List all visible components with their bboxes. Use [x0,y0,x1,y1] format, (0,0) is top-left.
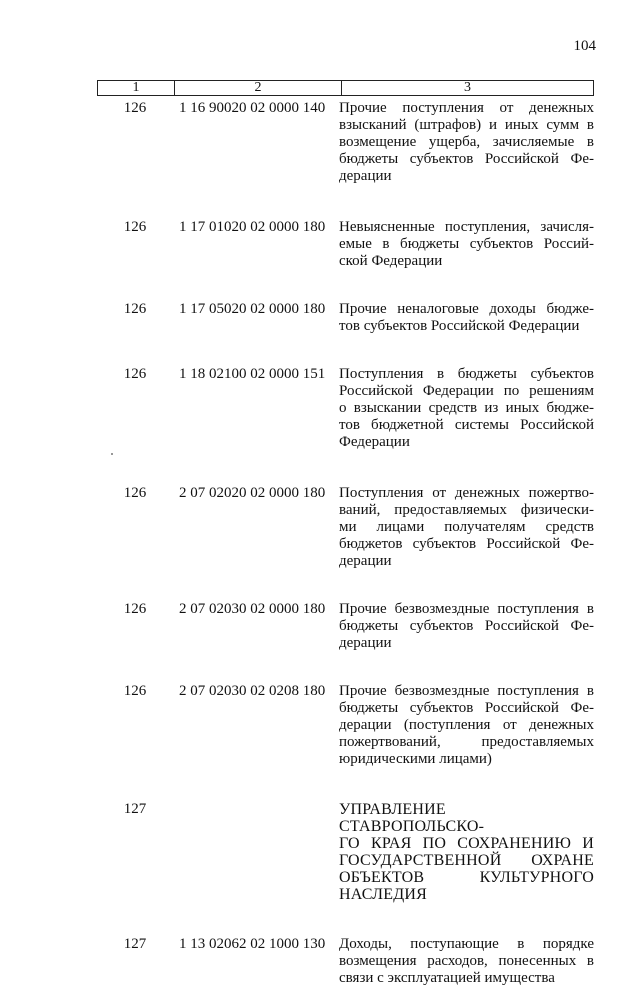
description-line: НАСЛЕДИЯ [339,886,427,903]
department-heading-cell [339,801,594,903]
table-row [97,485,594,570]
table-row [97,936,594,987]
description-cell [339,366,594,451]
description-line: Прочие неналоговые доходы бюдже- [339,301,594,317]
description-cell [339,601,594,652]
description-line: УПРАВЛЕНИЕ СТАВРОПОЛЬСКО- [339,801,485,835]
header-col-2: 2 [175,81,342,95]
description-line: ГОСУДАРСТВЕННОЙ ОХРАНЕ [339,852,594,869]
description-line: дерации [339,168,392,184]
admin-code-cell: 126 [123,100,147,116]
description-cell [339,936,594,987]
description-line: емые в бюджеты субъектов Россий- [339,236,594,252]
page-number: 104 [573,38,596,54]
description-line: бюджетов субъектов Российской Фе- [339,536,594,552]
description-line: ГО КРАЯ ПО СОХРАНЕНИЮ И [339,835,594,852]
table-row [97,100,594,185]
description-line: ской Федерации [339,253,443,269]
description-cell [339,683,594,768]
scan-speck [111,453,113,455]
table-header-row [97,80,594,96]
description-line: бюджеты субъектов Российской Фе- [339,151,594,167]
table-row [97,801,594,903]
description-line: Прочие безвозмездные поступления в [339,601,594,617]
description-line: бюджеты субъектов Российской Фе- [339,618,594,634]
admin-code-cell: 126 [123,683,147,699]
description-line: ОБЪЕКТОВ КУЛЬТУРНОГО [339,869,594,886]
header-col-1: 1 [98,81,175,95]
description-line: Доходы, поступающие в порядке [339,936,594,952]
table-row [97,301,594,335]
description-line: о взыскании средств из иных бюдже- [339,400,594,416]
description-line: бюджеты субъектов Российской Фе- [339,700,594,716]
description-line: Прочие поступления от денежных [339,100,594,116]
description-line: дерации [339,635,392,651]
kbk-code-cell: 1 17 01020 02 0000 180 [179,219,326,235]
admin-code-cell: 127 [123,936,147,952]
description-cell [339,485,594,570]
description-line: Федерации [339,434,410,450]
description-line: дерации (поступления от денежных [339,717,594,733]
description-line: взысканий (штрафов) и иных сумм в [339,117,594,133]
kbk-code-cell: 1 17 05020 02 0000 180 [179,301,326,317]
admin-code-cell: 126 [123,366,147,382]
kbk-code-cell [173,801,339,903]
kbk-code-cell: 1 18 02100 02 0000 151 [179,366,326,382]
description-cell [339,219,594,270]
kbk-code-cell: 2 07 02020 02 0000 180 [179,485,326,501]
description-line: ми лицами получателям средств [339,519,594,535]
admin-code-cell: 126 [123,219,147,235]
table-row [97,366,594,451]
header-col-3: 3 [464,80,471,95]
table-row [97,219,594,270]
description-line: дерации [339,553,392,569]
description-line: тов субъектов Российской Федерации [339,318,580,334]
description-line: Невыясненные поступления, зачисля- [339,219,594,235]
admin-code-cell: 126 [123,601,147,617]
admin-code-cell: 126 [123,485,147,501]
description-line: пожертвований, предоставляемых [339,734,594,750]
kbk-code-cell: 2 07 02030 02 0208 180 [179,683,326,699]
description-line: Российской Федерации по решениям [339,383,594,399]
description-line: ваний, предоставляемых физически- [339,502,594,518]
description-cell [339,301,594,335]
description-line: Поступления в бюджеты субъектов [339,366,594,382]
description-line: Прочие безвозмездные поступления в [339,683,594,699]
table-body [97,96,594,987]
description-line: юридическими лицами) [339,751,492,767]
description-line: Поступления от денежных пожертво- [339,485,594,501]
description-line: возмещения расходов, понесенных в [339,953,594,969]
kbk-code-cell: 2 07 02030 02 0000 180 [179,601,326,617]
admin-code-cell: 127 [123,801,147,817]
description-line: связи с эксплуатацией имущества [339,970,555,986]
admin-code-cell: 126 [123,301,147,317]
description-line: возмещение ущерба, зачисляемые в [339,134,594,150]
table-row [97,601,594,652]
description-cell [339,100,594,185]
table-row [97,683,594,768]
description-line: тов бюджетной системы Российской [339,417,594,433]
kbk-code-cell: 1 16 90020 02 0000 140 [179,100,326,116]
kbk-code-cell: 1 13 02062 02 1000 130 [179,936,326,952]
